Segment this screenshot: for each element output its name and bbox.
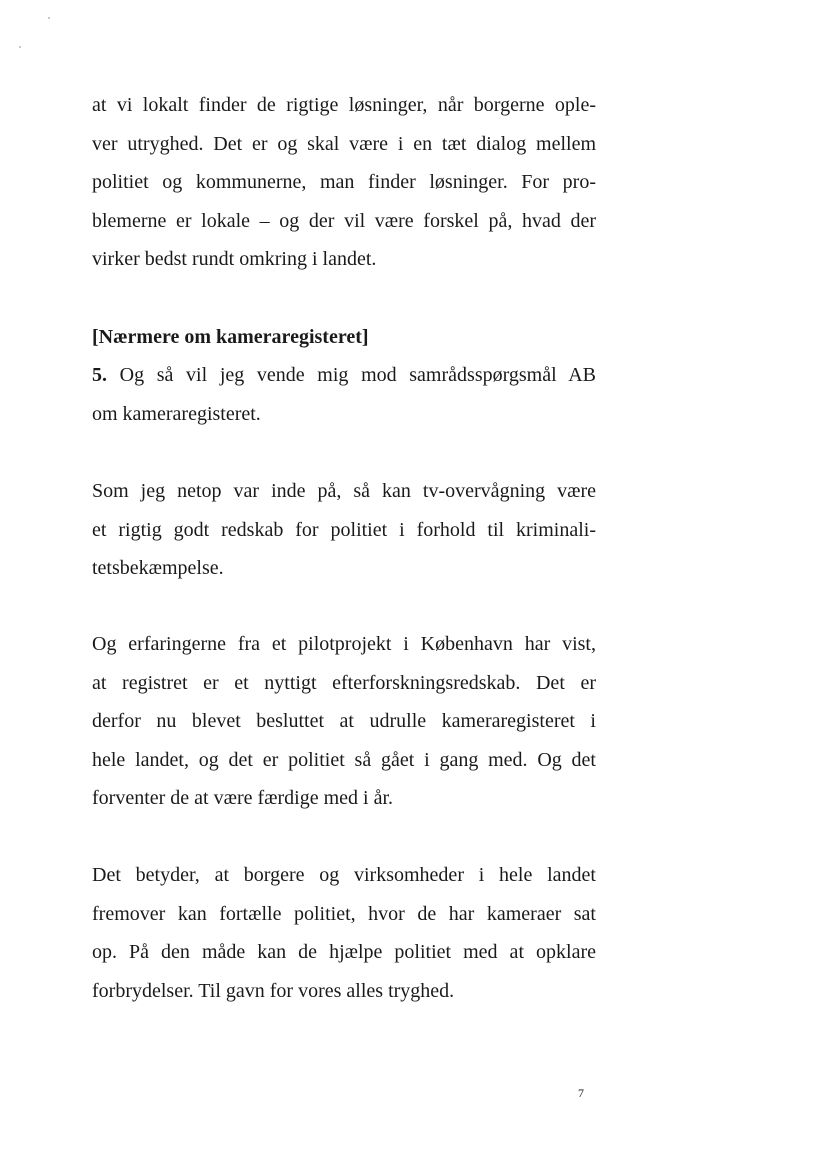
point-5 xyxy=(92,356,596,433)
text-line: hele landet, og det er politiet så gået i gang med. Og det xyxy=(92,748,596,771)
paragraph-2 xyxy=(92,472,596,588)
point-number: 5. xyxy=(92,364,107,386)
text-line: forventer de at være færdige med i år. xyxy=(92,787,393,809)
text-line: et rigtig godt redskab for politiet i forhold til kriminali- xyxy=(92,518,596,541)
point-text: Og så vil jeg vende mig mod samrådsspørgsmål AB xyxy=(119,364,596,386)
text-line: Og erfaringerne fra et pilotprojekt i København har vist, xyxy=(92,633,596,655)
paragraph-4 xyxy=(92,856,596,1010)
text-line: forbrydelser. Til gavn for vores alles tryghed. xyxy=(92,979,455,1002)
text-line: Det betyder, at borgere og virksomheder i hele landet xyxy=(92,864,596,886)
text-line: blemerne er lokale – og der vil være forskel på, hvad der xyxy=(92,209,596,232)
scan-speck xyxy=(48,17,50,19)
text-line: virker bedst rundt omkring i landet. xyxy=(92,248,377,270)
paragraph-3 xyxy=(92,625,596,818)
text-line: tetsbekæmpelse. xyxy=(92,557,224,579)
text-line: derfor nu blevet besluttet at udrulle kameraregisteret i xyxy=(92,710,596,732)
page-number: 7 xyxy=(578,1086,584,1100)
scan-speck xyxy=(19,46,21,48)
text-line: politiet og kommunerne, man finder løsninger. For pro- xyxy=(92,171,596,193)
text-line: at vi lokalt finder de rigtige løsninger, når borgerne ople- xyxy=(92,94,596,116)
text-line: om kameraregisteret. xyxy=(92,402,261,425)
text-line: ver utryghed. Det er og skal være i en tæt dialog mellem xyxy=(92,132,596,155)
paragraph-1 xyxy=(92,86,596,279)
text-line: op. På den måde kan de hjælpe politiet med at opklare xyxy=(92,941,596,963)
text-line: at registret er et nyttigt efterforskningsredskab. Det er xyxy=(92,671,596,694)
text-line: Som jeg netop var inde på, så kan tv-overvågning være xyxy=(92,480,596,502)
text-line: fremover kan fortælle politiet, hvor de har kameraer sat xyxy=(92,902,596,925)
text-line xyxy=(92,356,596,395)
section-heading: [Nærmere om kameraregisteret] xyxy=(92,326,369,348)
